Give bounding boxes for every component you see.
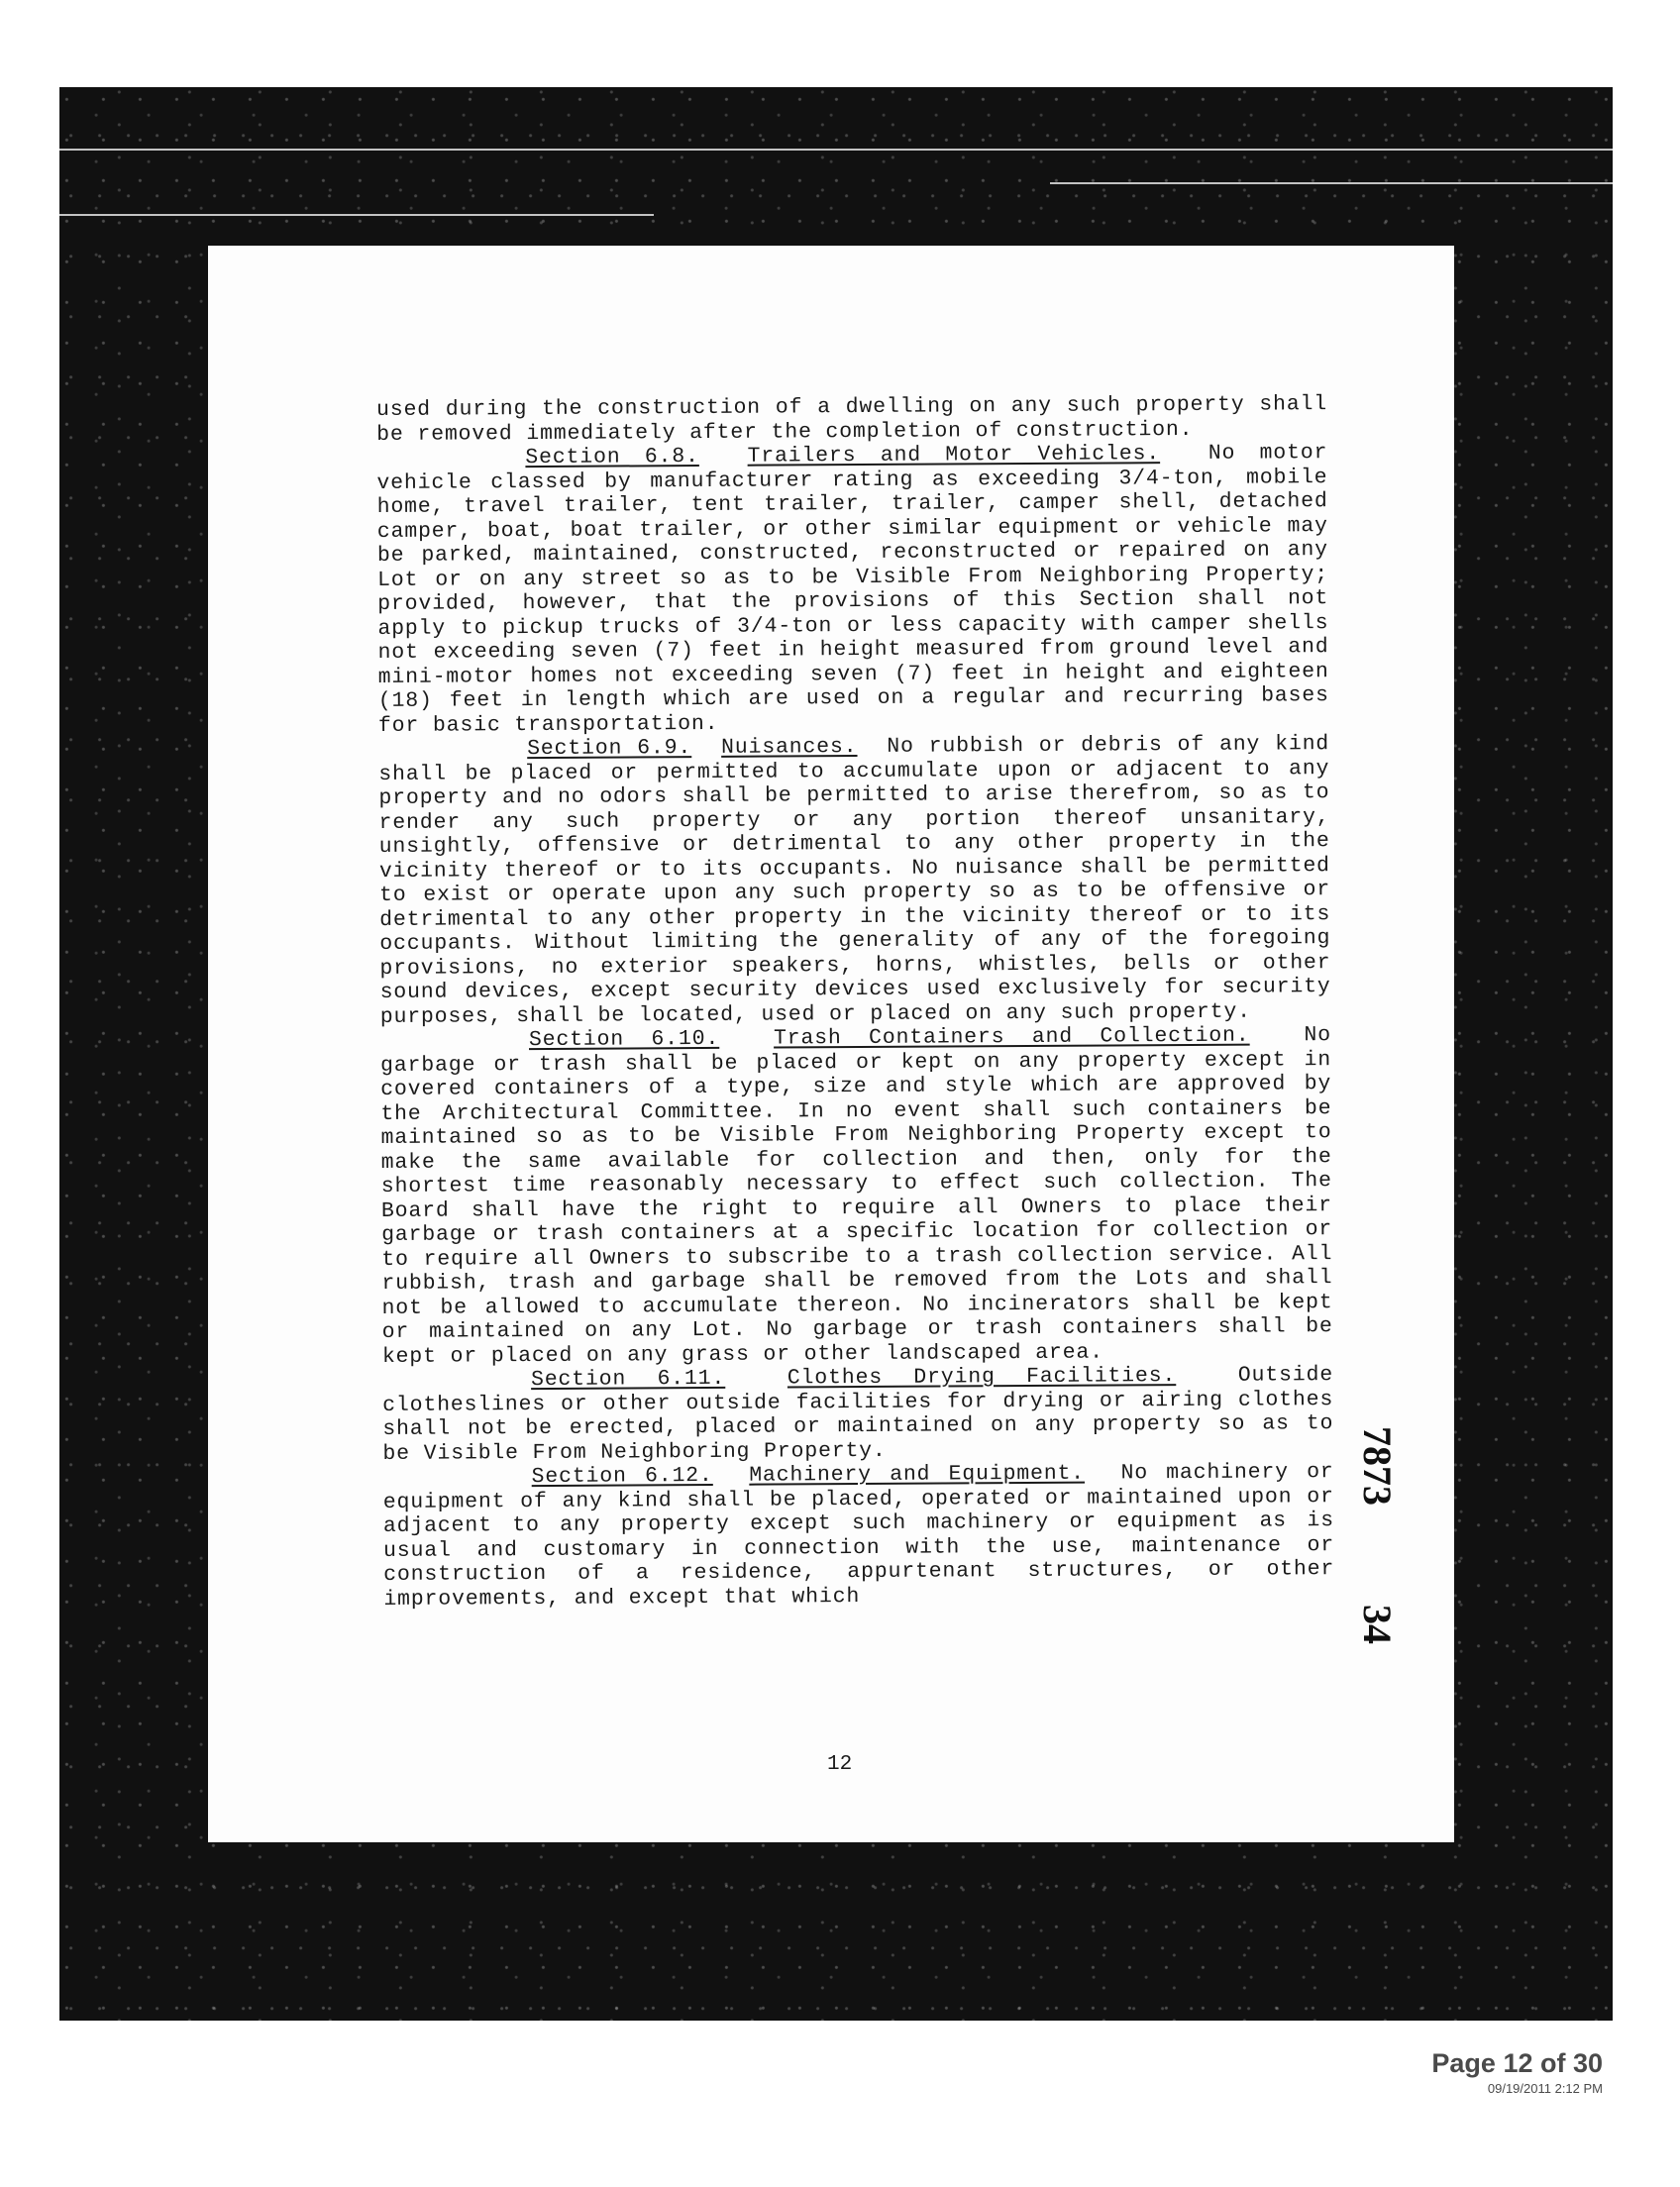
print-timestamp: 09/19/2011 2:12 PM [1487, 2081, 1603, 2096]
section-text: No machinery or equipment of any kind shall be placed, operated or maintained upon or adjacent to any property except such machinery or equipment as is usual and customary in connection with the use, maintenance or construction of a residence, appurtenant structures, or other improvements, and except that which [382, 1460, 1335, 1612]
section-heading: Clothes Drying Facilities. [787, 1364, 1177, 1391]
section-text: No motor vehicle classed by manufacturer rating as exceeding 3/4-ton, mobile home, travel trailer, tent trailer, trailer, camper shell, detached camper, boat, boat trailer, or other similar equipment or vehicle may be parked, maintained, constructed, reconstructed or repaired on any Lot or on any street so as to be Visible From Neighboring Property; provided, however, that the provisions of this Section shall not apply to pickup trucks of 3/4-ton or less capacity with camper shells not exceeding seven (7) feet in height measured from ground level and mini-motor homes not exceeding seven (7) feet in height and eighteen (18) feet in length which are used on a regular and recurring bases for basic transportation. [376, 441, 1329, 738]
section-6-9 [378, 732, 1331, 1029]
paragraph-text: used during the construction of a dwelling on any such property shall be removed immediately after the completion of construction. [376, 392, 1328, 447]
stamp-book-number: 7873 [1355, 1426, 1400, 1506]
section-text: No rubbish or debris of any kind shall be placed or permitted to accumulate upon or adjacent to any property and no odors shall be permitted to arise therefrom, so as to render any such property or any portion thereof unsanitary, unsightly, offensive or detrimental to any other property in the vicinity thereof or to its occupants. No nuisance shall be permitted to exist or operate upon any such property so as to be offensive or detrimental to any other property in the vicinity thereof or to its occupants. Without limiting the generality of any of the foregoing provisions, no exterior speakers, horns, whistles, bells or other sound devices, except security devices used exclusively for security purposes, shall be located, used or placed on any such property. [378, 732, 1331, 1029]
page-counter: Page 12 of 30 [1431, 2048, 1603, 2078]
section-number: Section 6.10. [528, 1026, 720, 1053]
section-number: Section 6.8. [525, 445, 699, 470]
section-heading: Machinery and Equipment. [749, 1461, 1086, 1488]
document-body [376, 392, 1334, 1612]
recording-stamp [1343, 1426, 1403, 1664]
section-6-11 [382, 1363, 1334, 1466]
section-number: Section 6.12. [531, 1463, 713, 1490]
section-6-8 [376, 441, 1329, 738]
scan-streak [1050, 182, 1613, 184]
section-6-12 [383, 1460, 1335, 1612]
paragraph-continuation [376, 392, 1327, 447]
footer [1431, 2048, 1603, 2096]
section-text: No garbage or trash shall be placed or kept on any property except in covered containers of a type, size and style which are approved by the Architectural Committee. In no event shall such containers be maintained so as to be Visible From Neighboring Property except to make the same available for collection and then, only for the shortest time reasonably necessary to effect such collection. The Board shall have the right to require all Owners to place their garbage or trash containers at a specific location for collection or to require all Owners to subscribe to a trash collection service. All rubbish, trash and garbage shall be removed from the Lots and shall not be allowed to accumulate thereon. No incinerators shall be kept or maintained on any Lot. No garbage or trash containers shall be kept or placed on any grass or other landscaped area. [380, 1023, 1333, 1369]
scan-streak [59, 149, 1613, 151]
section-heading: Trailers and Motor Vehicles. [747, 442, 1161, 469]
page-number: 12 [827, 1753, 853, 1776]
scan-streak [59, 214, 654, 216]
section-text: Outside clotheslines or other outside facilities for drying or airing clothes shall not be erected, placed or maintained on any property so as to be Visible From Neighboring Property. [382, 1363, 1334, 1466]
section-heading: Trash Containers and Collection. [773, 1023, 1250, 1051]
section-heading: Nuisances. [721, 735, 858, 760]
section-number: Section 6.11. [530, 1366, 726, 1393]
section-number: Section 6.9. [527, 736, 692, 762]
section-6-10 [380, 1023, 1333, 1369]
stamp-page-number: 34 [1355, 1605, 1400, 1644]
